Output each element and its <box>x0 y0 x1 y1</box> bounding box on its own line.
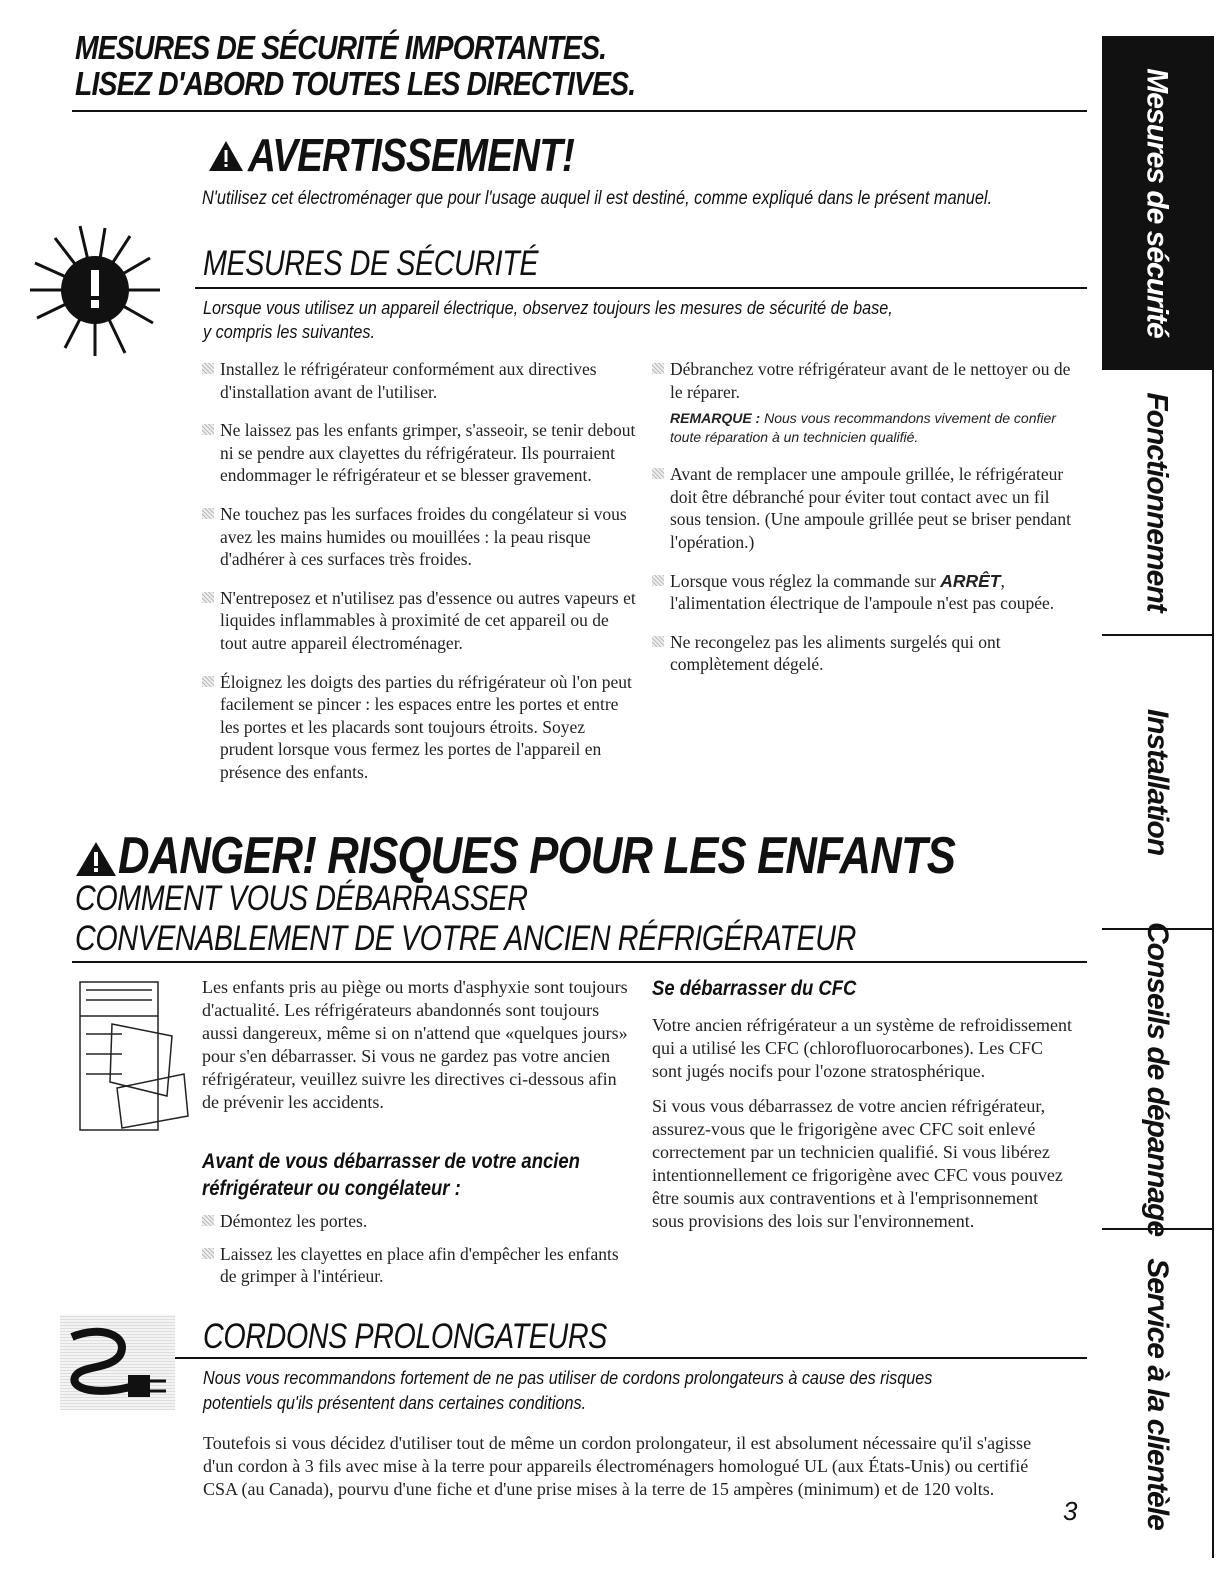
plug-icon <box>60 1315 175 1410</box>
warning-icon <box>205 135 247 177</box>
list-item: Avant de remplacer une ampoule grillée, le réfrigérateur doit être débranché pour éviter tout contact avec un fil sous tension. (Une ampoule grillée peut se briser pendant l'opération.) <box>650 463 1080 553</box>
list-item: Débranchez votre réfrigérateur avant de le nettoyer ou de le réparer. <box>650 358 1080 403</box>
remark-text: Nous vous recommandons vivement de confier toute réparation à un technicien qualifié. <box>670 410 1056 446</box>
tab-label: Conseils de dépannage <box>1141 921 1174 1237</box>
danger-sub-2: CONVENABLEMENT DE VOTRE ANCIEN RÉFRIGÉRATEUR <box>75 919 856 958</box>
list-item <box>650 570 1080 615</box>
tab-fonctionnement[interactable] <box>1102 368 1212 634</box>
list-item-text: Lorsque vous réglez la commande sur <box>670 570 941 591</box>
page-number: 3 <box>1063 1496 1078 1526</box>
arret-label: ARRÊT <box>940 570 1001 591</box>
list-item: Démontez les portes. <box>200 1210 630 1233</box>
cfc-text <box>652 1014 1072 1245</box>
safety-intro-1: Lorsque vous utilisez un appareil électrique, observez toujours les mesures de sécurité de base, <box>203 298 893 318</box>
list-item: Ne laissez pas les enfants grimper, s'asseoir, se tenir debout ni se pendre aux clayettes du réfrigérateur. Ils pourraient endommager le réfrigérateur et se blesser gravement. <box>200 419 640 487</box>
warning-subtitle: N'utilisez cet électroménager que pour l'usage auquel il est destiné, comme expliqué dans le présent manuel. <box>202 188 993 209</box>
header-rule <box>72 110 1087 112</box>
cfc-paragraph-2: Si vous vous débarrassez de votre ancien réfrigérateur, assurez-vous que le frigorigène avec CFC soit enlevé correctement par un technicien qualifié. Si vous libérez intentionnellement ce frigorigène avec CFC vous pouvez être soumis aux contraventions et à l'emprisonnement sous provisions des lois sur l'environnement. <box>652 1096 1063 1231</box>
safety-rule <box>195 287 1087 289</box>
cords-rule <box>175 1357 1087 1359</box>
danger-rule <box>72 961 1087 963</box>
section-tabs <box>1102 36 1214 1558</box>
cfc-title: Se débarrasser du CFC <box>652 977 857 1000</box>
list-item-text: , l'alimentation électrique de l'ampoule n'est pas coupée. <box>670 570 1055 614</box>
before-list <box>200 1210 630 1304</box>
cords-paragraph: Toutefois si vous décidez d'utiliser tout de même un cordon prolongateur, il est absolument nécessaire qu'il s'agisse d'un cordon à 3 fils avec mise à la terre pour appareils électroménagers homologué UL (aux États-Unis) ou certifié CSA (au Canada), pourvu d'une fiche et d'une prise mises à la terre de 15 ampères (minimum) et de 120 volts. <box>203 1433 1032 1499</box>
remark-label: REMARQUE : <box>670 410 761 427</box>
danger-sub-1: COMMENT VOUS DÉBARRASSER <box>75 879 528 918</box>
cfc-paragraph-1: Votre ancien réfrigérateur a un système de refroidissement qui a utilisé les CFC (chlorofluorocarbones). Les CFC sont jugés nocifs pour l'ozone stratosphérique. <box>652 1015 1072 1081</box>
list-item: Laissez les clayettes en place afin d'empêcher les enfants de grimper à l'intérieur. <box>200 1243 630 1288</box>
cords-title: CORDONS PROLONGATEURS <box>203 1317 607 1356</box>
danger-title: DANGER! RISQUES POUR LES ENFANTS <box>118 827 956 885</box>
danger-icon <box>72 836 120 882</box>
danger-paragraph: Les enfants pris au piège ou morts d'asphyxie sont toujours d'actualité. Les réfrigérateurs abandonnés sont toujours aussi dangereux, même si on n'attend que «quelques jours» pour s'en débarrasser. Si vous ne gardez pas votre ancien réfrigérateur, veuillez suivre les directives ci-dessous afin de prévenir les accidents. <box>202 977 628 1112</box>
tab-installation[interactable] <box>1102 634 1212 928</box>
tab-label: Fonctionnement <box>1141 392 1175 612</box>
tab-service-a-la-clientele[interactable] <box>1102 1228 1212 1558</box>
tab-label: Service à la clientèle <box>1141 1258 1174 1530</box>
tab-mesures-de-securite[interactable] <box>1102 36 1212 368</box>
header-line-1: MESURES DE SÉCURITÉ IMPORTANTES. <box>75 29 607 66</box>
remark <box>650 409 1080 447</box>
burst-icon <box>25 218 185 358</box>
safety-intro-2: y compris les suivantes. <box>203 322 375 342</box>
safety-title: MESURES DE SÉCURITÉ <box>203 244 539 283</box>
list-item: Éloignez les doigts des parties du réfrigérateur où l'on peut facilement se pincer : les espaces entre les portes et entre les portes et les placards sont toujours étroits. Soyez prudent lorsque vous fermez les portes de l'appareil en présence des enfants. <box>200 671 640 784</box>
list-item: Ne recongelez pas les aliments surgelés qui ont complètement dégelé. <box>650 631 1080 676</box>
header-line-2: LISEZ D'ABORD TOUTES LES DIRECTIVES. <box>75 65 636 102</box>
safety-left-list <box>200 358 640 800</box>
tab-label: Installation <box>1141 708 1175 856</box>
warning-title: AVERTISSEMENT! <box>248 129 575 181</box>
list-item: Ne touchez pas les surfaces froides du congélateur si vous avez les mains humides ou mouillées : la peau risque d'adhérer à ces surfaces très froides. <box>200 503 640 571</box>
tab-conseils-de-depannage[interactable] <box>1102 921 1212 1237</box>
safety-right-list <box>650 358 1080 692</box>
list-item: N'entreposez et n'utilisez pas d'essence ou autres vapeurs et liquides inflammables à proximité de cet appareil ou de tout autre appareil électroménager. <box>200 587 640 655</box>
before-title: Avant de vous débarrasser de votre ancien réfrigérateur ou congélateur : <box>202 1150 580 1200</box>
refrigerator-icon <box>72 976 192 1138</box>
list-item: Installez le réfrigérateur conformément aux directives d'installation avant de l'utiliser. <box>200 358 640 403</box>
cords-intro-1: Nous vous recommandons fortement de ne pas utiliser de cordons prolongateurs à cause des risques <box>203 1368 933 1388</box>
tab-label: Mesures de sécurité <box>1141 68 1175 338</box>
cords-intro-2: potentiels qu'ils présentent dans certaines conditions. <box>203 1393 587 1413</box>
